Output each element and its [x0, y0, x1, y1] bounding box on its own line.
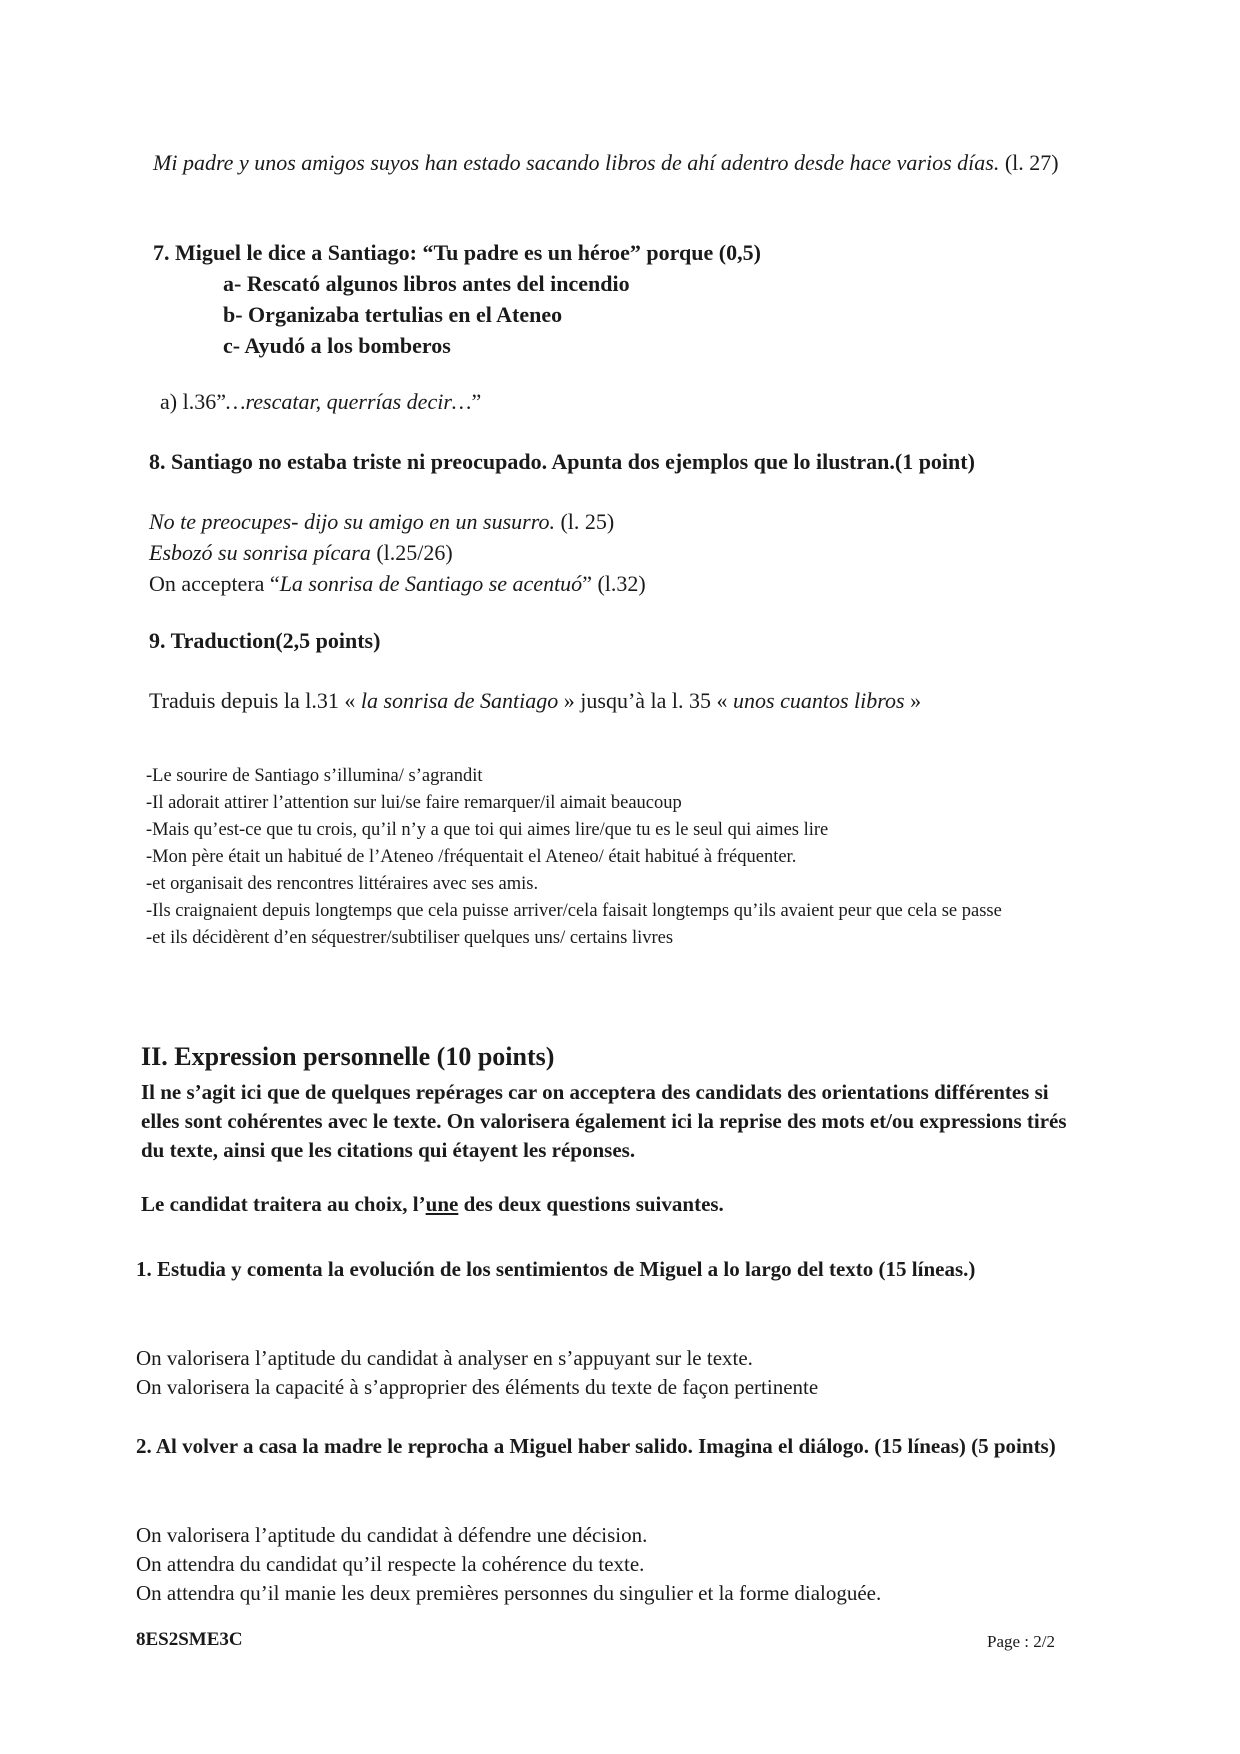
q7-answer-close: ”: [471, 389, 482, 414]
q9-translation: [146, 763, 1096, 952]
translation-line: -Ils craignaient depuis longtemps que cela puisse arriver/cela faisait longtemps qu’ils avaient peur que cela se passe: [146, 901, 1002, 921]
subject-2: 2. Al volver a casa la madre le reprocha a Miguel haber salido. Imagina el diálogo. (15 líneas) (5 points): [136, 1434, 1056, 1458]
choice-instruction: Le candidat traitera au choix, l’une des deux questions suivantes.: [141, 1192, 724, 1216]
q7-answer-ref: l.36”: [182, 389, 226, 414]
section-title: II. Expression personnelle (10 points): [141, 1042, 555, 1071]
subject-1: 1. Estudia y comenta la evolución de los sentimientos de Miguel a lo largo del texto (15 líneas.): [136, 1257, 976, 1281]
translation-line: -Il adorait attirer l’attention sur lui/se faire remarquer/il aimait beaucoup: [146, 793, 682, 813]
q7-option: b- Organizaba tertulias en el Ateneo: [223, 302, 563, 327]
q7-block: [153, 237, 761, 361]
q8-answers: [149, 506, 646, 599]
q7-answer-label: a): [160, 389, 178, 414]
page-number: Page : 2/2: [987, 1632, 1055, 1651]
subject-2-notes: [136, 1521, 881, 1608]
subject-1-notes: [136, 1344, 818, 1402]
q9-instruction: Traduis depuis la l.31 « la sonrisa de Santiago » jusqu’à la l. 35 « unos cuantos libros »: [149, 688, 922, 713]
document-code: 8ES2SME3C: [136, 1629, 243, 1650]
note-line: On attendra du candidat qu’il respecte la cohérence du texte.: [136, 1552, 645, 1576]
q8-answer-line: Esbozó su sonrisa pícara (l.25/26): [149, 540, 453, 565]
q7-answer-quote: …rescatar, querrías decir…: [225, 389, 472, 414]
translation-line: -Mon père était un habitué de l’Ateneo /fréquentait el Ateneo/ était habitué à fréquenter.: [146, 847, 797, 867]
note-line: On valorisera l’aptitude du candidat à défendre une décision.: [136, 1523, 648, 1547]
translation-line: -et organisait des rencontres littéraires avec ses amis.: [146, 874, 539, 894]
q8-answer-line: On acceptera “La sonrisa de Santiago se acentuó” (l.32): [149, 571, 646, 596]
q6-answer: [153, 147, 1103, 178]
section-intro: Il ne s’agit ici que de quelques repérages car on acceptera des candidats des orientations différentes si elles sont cohérentes avec le texte. On valorisera également ici la reprise des mots et/ou expressions tirés du texte, ainsi que les citations qui étayent les réponses.: [141, 1080, 1067, 1162]
note-line: On attendra qu’il manie les deux premières personnes du singulier et la forme dialoguée.: [136, 1581, 882, 1605]
note-line: On valorisera la capacité à s’approprier des éléments du texte de façon pertinente: [136, 1375, 819, 1399]
note-line: On valorisera l’aptitude du candidat à analyser en s’appuyant sur le texte.: [136, 1346, 753, 1370]
q7-option: c- Ayudó a los bomberos: [223, 333, 451, 358]
translation-line: -Le sourire de Santiago s’illumina/ s’agrandit: [146, 766, 483, 786]
q7-answer: [160, 386, 481, 417]
q7-question: 7. Miguel le dice a Santiago: “Tu padre es un héroe” porque (0,5): [153, 240, 761, 265]
q8-question: 8. Santiago no estaba triste ni preocupado. Apunta dos ejemplos que lo ilustran.(1 point): [149, 449, 975, 474]
q7-option: a- Rescató algunos libros antes del incendio: [223, 271, 630, 296]
q8-answer-line: No te preocupes- dijo su amigo en un susurro. (l. 25): [149, 509, 615, 534]
q6-answer-ref: (l. 27): [1004, 150, 1059, 175]
q6-answer-text: Mi padre y unos amigos suyos han estado sacando libros de ahí adentro desde hace varios días.: [153, 150, 1000, 175]
translation-line: -et ils décidèrent d’en séquestrer/subtiliser quelques uns/ certains livres: [146, 928, 674, 948]
q9-title: 9. Traduction(2,5 points): [149, 628, 381, 653]
translation-line: -Mais qu’est-ce que tu crois, qu’il n’y a que toi qui aimes lire/que tu es le seul qui aimes lire: [146, 820, 829, 840]
